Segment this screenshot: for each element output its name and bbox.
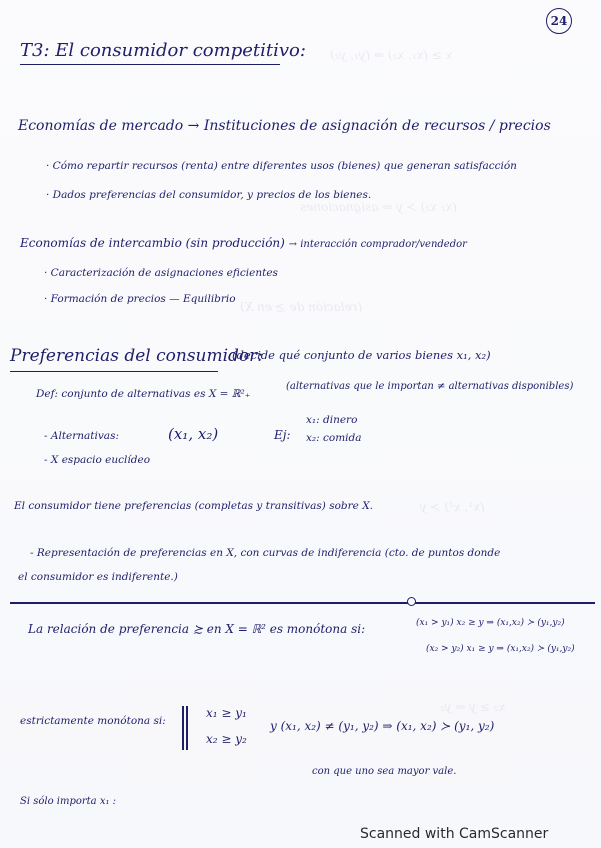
title-underline xyxy=(20,64,280,65)
bleed-through-text: (x¹, x²) ≻ y xyxy=(420,500,485,514)
preferences-note: (decide qué conjunto de varios bienes x₁, x₂) xyxy=(232,348,491,362)
market-economies-heading: Economías de mercado xyxy=(18,118,184,134)
market-economies-definition: Instituciones de asignación de recursos / precios xyxy=(203,118,551,134)
page-number: 24 xyxy=(546,8,572,34)
euclidean-space-line: - X espacio euclídeo xyxy=(44,454,151,466)
exchange-economies-note: → interacción comprador/vendedor xyxy=(288,239,467,250)
bleed-through-text: x₂ ≥ y ⇒ y₂ xyxy=(440,700,506,714)
preferences-underline xyxy=(10,371,218,372)
bleed-through-text: (x₁ x₂) ≻ y ⇒ asignaciones xyxy=(300,200,457,214)
monotone-condition: (x₁ > y₁) x₂ ≥ y ⇒ (x₁,x₂) ≻ (y₁,y₂) xyxy=(416,618,565,628)
preferences-statement: El consumidor tiene preferencias (completas y transitivas) sobre X. xyxy=(14,500,374,512)
alternatives-value: (x₁, x₂) xyxy=(168,425,219,443)
scanner-watermark: Scanned with CamScanner xyxy=(360,826,549,842)
exchange-economies-heading: Economías de intercambio (sin producción) xyxy=(20,236,285,250)
exchange-economies-line xyxy=(20,236,467,250)
condition-bracket xyxy=(186,706,188,750)
definition-note: (alternativas que le importan ≠ alternativas disponibles) xyxy=(286,381,574,392)
bullet-item: · Cómo repartir recursos (renta) entre diferentes usos (bienes) que generan satisfacción xyxy=(46,160,517,172)
example-label: Ej: xyxy=(274,428,291,442)
example-x2: x₂: comida xyxy=(306,432,362,444)
monotone-condition: (x₂ > y₂) x₁ ≥ y ⇒ (x₁,x₂) ≻ (y₁,y₂) xyxy=(426,644,575,654)
section-divider xyxy=(10,602,595,604)
representation-line: - Representación de preferencias en X, con curvas de indiferencia (cto. de puntos donde xyxy=(30,547,501,559)
bullet-item: · Dados preferencias del consumidor, y precios de los bienes. xyxy=(46,189,372,201)
strict-conclusion: y (x₁, x₂) ≠ (y₁, y₂) ⇒ (x₁, x₂) ≻ (y₁, y₂) xyxy=(270,719,495,733)
bleed-through-text: x ≥ (x₁, x₂) ⇒ (y₁, y₂) xyxy=(330,48,453,62)
strict-condition: x₁ ≥ y₁ xyxy=(206,706,247,720)
market-economies-line xyxy=(18,118,551,134)
strict-note: con que uno sea mayor vale. xyxy=(312,766,457,777)
divider-mark xyxy=(407,597,416,606)
bullet-item: · Formación de precios — Equilibrio xyxy=(44,293,236,305)
strict-monotone-label: estrictamente monótona si: xyxy=(20,715,166,727)
definition-line: Def: conjunto de alternativas es X = ℝ²₊ xyxy=(36,388,251,400)
preferences-heading: Preferencias del consumidor: xyxy=(10,346,264,366)
monotone-definition: La relación de preferencia ≿ en X = ℝ² es monótona si: xyxy=(28,622,366,636)
example-x1: x₁: dinero xyxy=(306,414,358,426)
last-line: Si sólo importa x₁ : xyxy=(20,796,117,807)
bleed-through-text: (relación de ≿ en X) xyxy=(240,300,363,314)
page-title: T3: El consumidor competitivo: xyxy=(20,40,306,61)
alternatives-label: - Alternativas: xyxy=(44,430,119,442)
arrow-symbol: → xyxy=(187,118,200,134)
condition-bracket xyxy=(182,706,184,750)
representation-line: el consumidor es indiferente.) xyxy=(18,571,178,583)
bullet-item: · Caracterización de asignaciones eficientes xyxy=(44,267,278,279)
strict-condition: x₂ ≥ y₂ xyxy=(206,732,247,746)
